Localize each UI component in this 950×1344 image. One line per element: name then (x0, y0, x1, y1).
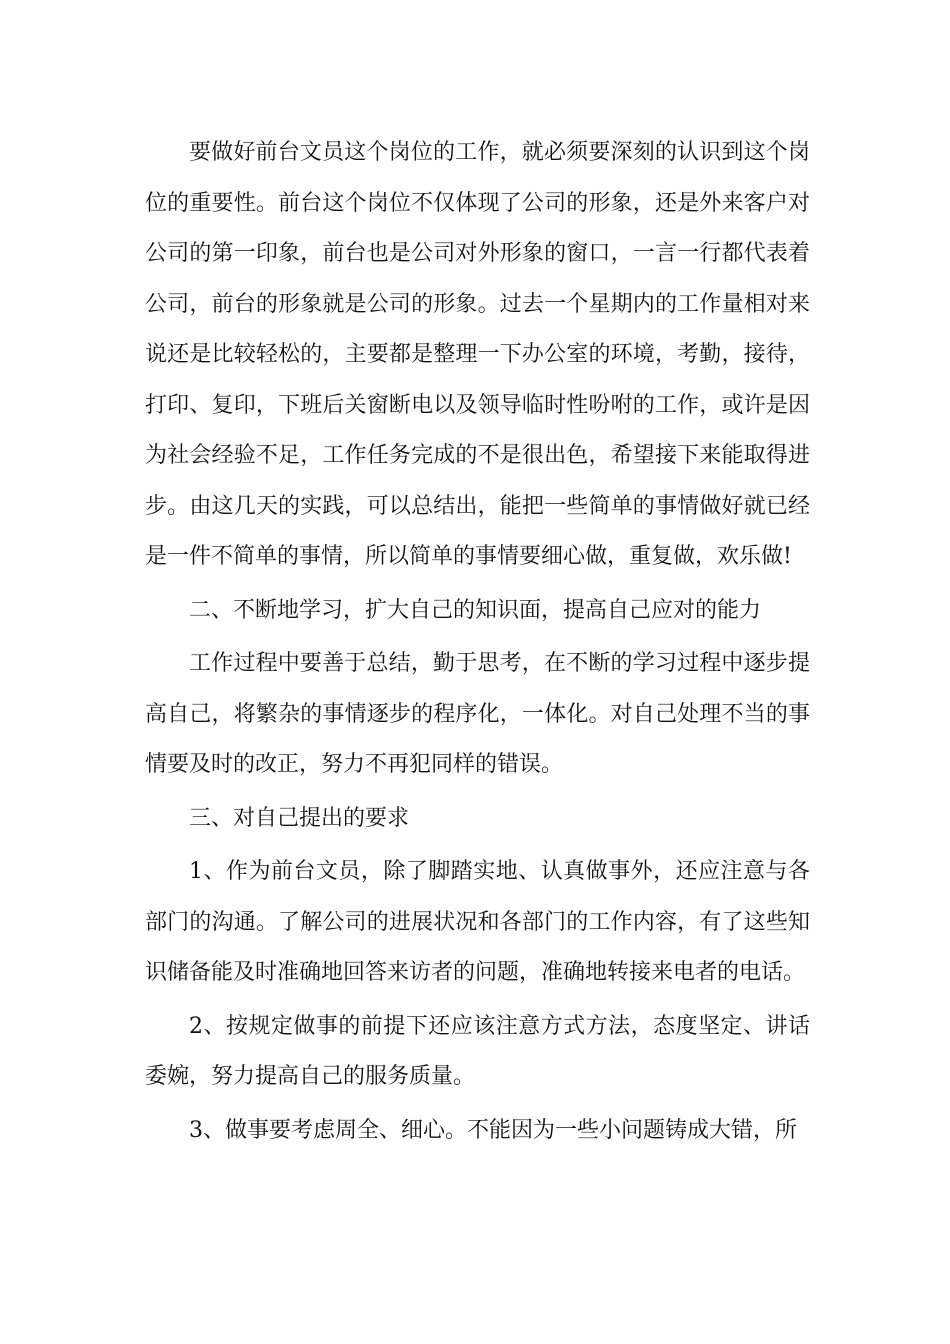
paragraph-requirement-1: 1、作为前台文员，除了脚踏实地、认真做事外，还应注意与各部门的沟通。了解公司的进展状况和各部门的工作内容，有了这些知识储备能及时准确地回答来访者的问题，准确地转接来电者的电话。 (145, 859, 810, 985)
section-heading-2: 二、不断地学习，扩大自己的知识面，提高自己应对的能力 (189, 597, 762, 623)
paragraph-requirement-3: 3、做事要考虑周全、细心。不能因为一些小问题铸成大错，所 (189, 1117, 797, 1143)
paragraph-front-desk-role: 要做好前台文员这个岗位的工作，就必须要深刻的认识到这个岗位的重要性。前台这个岗位不仅体现了公司的形象，还是外来客户对公司的第一印象，前台也是公司对外形象的窗口，一言一行都代表着公司，前台的形象就是公司的形象。过去一个星期内的工作量相对来说还是比较轻松的，主要都是整理一下办公室的环境，考勤，接待，打印、复印，下班后关窗断电以及领导临时性吩咐的工作，或许是因为社会经验不足，工作任务完成的不是很出色，希望接下来能取得进步。由这几天的实践，可以总结出，能把一些简单的事情做好就已经是一件不简单的事情，所以简单的事情要细心做，重复做，欢乐做! (145, 140, 810, 569)
document-body (145, 128, 810, 1156)
paragraph-requirement-2: 2、按规定做事的前提下还应该注意方式方法，态度坚定、讲话委婉，努力提高自己的服务质量。 (145, 1013, 810, 1089)
paragraph-learning: 工作过程中要善于总结，勤于思考，在不断的学习过程中逐步提高自己，将繁杂的事情逐步的程序化，一体化。对自己处理不当的事情要及时的改正，努力不再犯同样的错误。 (145, 651, 810, 777)
section-heading-3: 三、对自己提出的要求 (189, 805, 410, 831)
